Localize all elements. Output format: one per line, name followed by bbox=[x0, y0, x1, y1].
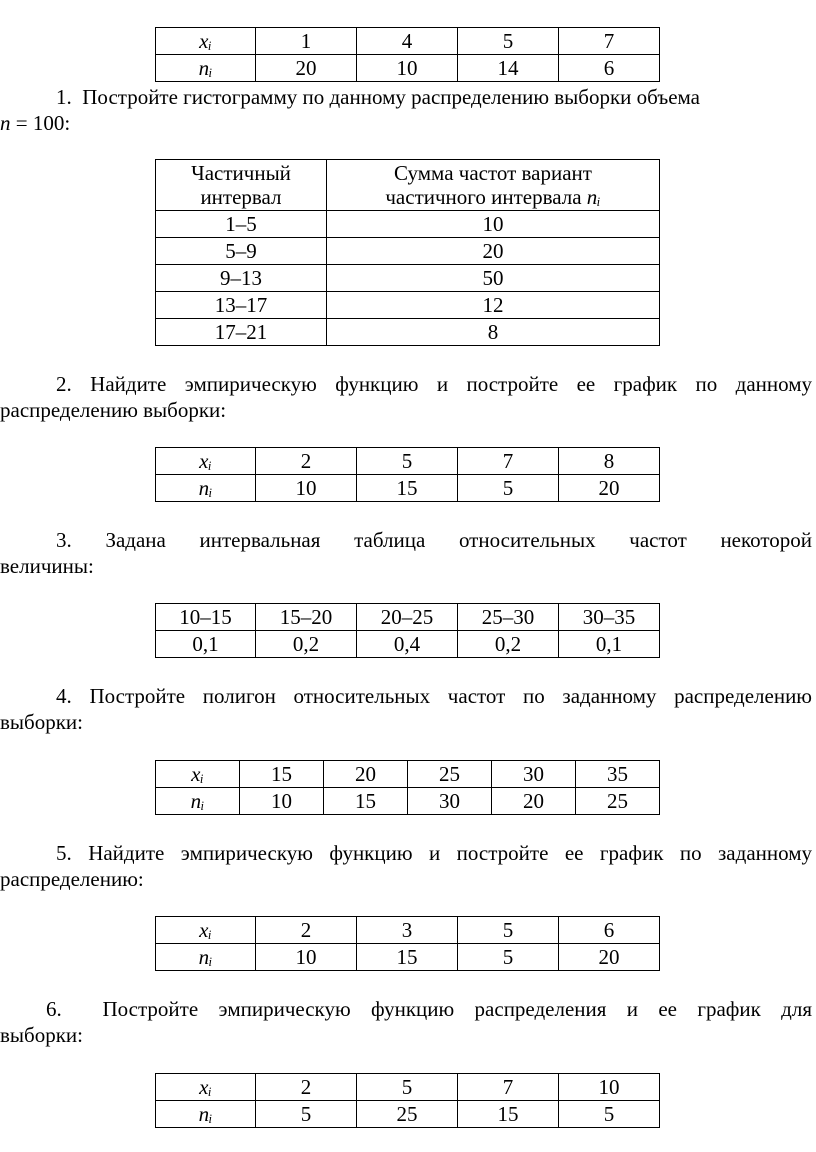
table-cell: 10–15 bbox=[156, 604, 256, 631]
table-cell: xᵢ bbox=[156, 761, 240, 788]
table-cell: 0,2 bbox=[256, 631, 357, 658]
table-row bbox=[156, 788, 660, 815]
table-cell: nᵢ bbox=[156, 788, 240, 815]
task-5-line2: распределению: bbox=[0, 867, 144, 891]
table-cell: 5 bbox=[256, 1101, 357, 1128]
table-cell: 15 bbox=[357, 944, 458, 971]
table-cell: 25–30 bbox=[458, 604, 559, 631]
table-cell: nᵢ bbox=[156, 944, 256, 971]
task-5-text bbox=[0, 840, 812, 892]
task-number: 1. bbox=[56, 85, 72, 109]
task-number: 2. bbox=[56, 372, 72, 396]
task-6-line2: выборки: bbox=[0, 1023, 83, 1047]
column-header: Сумма частот вариант частичного интервала nᵢ bbox=[327, 160, 660, 211]
table-row bbox=[156, 917, 660, 944]
table-cell: 0,1 bbox=[156, 631, 256, 658]
table-cell: 50 bbox=[327, 265, 660, 292]
table-cell: 15 bbox=[240, 761, 324, 788]
table-row bbox=[156, 211, 660, 238]
table-distribution-2 bbox=[155, 447, 660, 502]
table-row bbox=[156, 604, 660, 631]
table-cell: 20 bbox=[324, 761, 408, 788]
task-number: 3. bbox=[56, 528, 72, 552]
task-1-text bbox=[0, 84, 812, 136]
table-cell: 5 bbox=[458, 917, 559, 944]
table-cell: 20–25 bbox=[357, 604, 458, 631]
table-cell: xᵢ bbox=[156, 917, 256, 944]
table-row bbox=[156, 631, 660, 658]
table-cell: 5 bbox=[458, 28, 559, 55]
table-cell: 20 bbox=[327, 238, 660, 265]
table-cell: 3 bbox=[357, 917, 458, 944]
table-distribution-0 bbox=[155, 27, 660, 82]
table-cell: 35 bbox=[576, 761, 660, 788]
table-row bbox=[156, 761, 660, 788]
table-row bbox=[156, 238, 660, 265]
table-histogram-intervals bbox=[155, 159, 660, 346]
table-cell: 6 bbox=[559, 55, 660, 82]
table-cell: 20 bbox=[559, 944, 660, 971]
table-cell: 5 bbox=[559, 1101, 660, 1128]
task-3-text bbox=[0, 527, 812, 579]
table-row bbox=[156, 28, 660, 55]
table-cell: 15–20 bbox=[256, 604, 357, 631]
table-row bbox=[156, 265, 660, 292]
table-cell: nᵢ bbox=[156, 1101, 256, 1128]
table-cell: nᵢ bbox=[156, 475, 256, 502]
table-cell: 30–35 bbox=[559, 604, 660, 631]
table-distribution-4 bbox=[155, 760, 660, 815]
task-4-line2: выборки: bbox=[0, 710, 83, 734]
table-cell: 25 bbox=[408, 761, 492, 788]
table-cell: 8 bbox=[327, 319, 660, 346]
task-4-line1: Постройте полигон относительных частот по заданному распределению bbox=[89, 684, 812, 708]
table-cell: 6 bbox=[559, 917, 660, 944]
table-cell: 10 bbox=[559, 1074, 660, 1101]
table-cell: 7 bbox=[458, 1074, 559, 1101]
table-cell: 7 bbox=[559, 28, 660, 55]
task-number: 4. bbox=[56, 684, 72, 708]
table-row bbox=[156, 475, 660, 502]
table-cell: 20 bbox=[559, 475, 660, 502]
table-cell: 0,1 bbox=[559, 631, 660, 658]
table-cell: 5 bbox=[357, 448, 458, 475]
table-cell: 10 bbox=[327, 211, 660, 238]
table-cell: 9–13 bbox=[156, 265, 327, 292]
table-row bbox=[156, 448, 660, 475]
task-1-line1: Постройте гистограмму по данному распределению выборки объема bbox=[82, 85, 700, 109]
table-cell: 20 bbox=[492, 788, 576, 815]
table-cell: 15 bbox=[357, 475, 458, 502]
table-cell: 25 bbox=[576, 788, 660, 815]
table-cell: 5–9 bbox=[156, 238, 327, 265]
table-cell: 12 bbox=[327, 292, 660, 319]
table-distribution-5 bbox=[155, 916, 660, 971]
table-distribution-6 bbox=[155, 1073, 660, 1128]
table-cell: 5 bbox=[458, 944, 559, 971]
table-row bbox=[156, 1074, 660, 1101]
table-row bbox=[156, 944, 660, 971]
task-number: 6. bbox=[46, 997, 62, 1021]
task-3-line2: величины: bbox=[0, 554, 94, 578]
task-3-line1: Задана интервальная таблица относительных частот некоторой bbox=[105, 528, 812, 552]
column-header: Частичный интервал bbox=[156, 160, 327, 211]
table-cell: xᵢ bbox=[156, 448, 256, 475]
table-cell: 2 bbox=[256, 1074, 357, 1101]
task-6-line1: Постройте эмпирическую функцию распределения и ее график для bbox=[102, 997, 813, 1021]
table-cell: 30 bbox=[492, 761, 576, 788]
table-cell: nᵢ bbox=[156, 55, 256, 82]
table-row bbox=[156, 1101, 660, 1128]
table-cell: 17–21 bbox=[156, 319, 327, 346]
table-cell: xᵢ bbox=[156, 1074, 256, 1101]
task-2-text bbox=[0, 371, 812, 423]
table-cell: 15 bbox=[458, 1101, 559, 1128]
table-cell: 1 bbox=[256, 28, 357, 55]
task-2-line2: распределению выборки: bbox=[0, 398, 227, 422]
table-row bbox=[156, 292, 660, 319]
table-cell: 5 bbox=[458, 475, 559, 502]
table-cell: 5 bbox=[357, 1074, 458, 1101]
table-cell: 0,4 bbox=[357, 631, 458, 658]
table-cell: 7 bbox=[458, 448, 559, 475]
task-1-line2: n = 100: bbox=[0, 111, 71, 135]
table-cell: 13–17 bbox=[156, 292, 327, 319]
task-4-text bbox=[0, 683, 812, 735]
task-5-line1: Найдите эмпирическую функцию и постройте ее график по заданному bbox=[88, 841, 813, 865]
table-cell: 10 bbox=[240, 788, 324, 815]
table-cell: 0,2 bbox=[458, 631, 559, 658]
table-cell: 1–5 bbox=[156, 211, 327, 238]
table-cell: 2 bbox=[256, 917, 357, 944]
table-cell: 2 bbox=[256, 448, 357, 475]
table-cell: 4 bbox=[357, 28, 458, 55]
table-cell: 10 bbox=[256, 944, 357, 971]
table-row bbox=[156, 319, 660, 346]
task-number: 5. bbox=[56, 841, 72, 865]
table-cell: xᵢ bbox=[156, 28, 256, 55]
table-cell: 8 bbox=[559, 448, 660, 475]
table-cell: 10 bbox=[357, 55, 458, 82]
task-6-text bbox=[0, 996, 812, 1048]
table-cell: 14 bbox=[458, 55, 559, 82]
table-cell: 25 bbox=[357, 1101, 458, 1128]
table-cell: 30 bbox=[408, 788, 492, 815]
table-cell: 15 bbox=[324, 788, 408, 815]
table-row bbox=[156, 55, 660, 82]
table-cell: 10 bbox=[256, 475, 357, 502]
task-2-line1: Найдите эмпирическую функцию и постройте ее график по данному bbox=[90, 372, 813, 396]
table-cell: 20 bbox=[256, 55, 357, 82]
table-header-row bbox=[156, 160, 660, 211]
table-relative-frequencies bbox=[155, 603, 660, 658]
